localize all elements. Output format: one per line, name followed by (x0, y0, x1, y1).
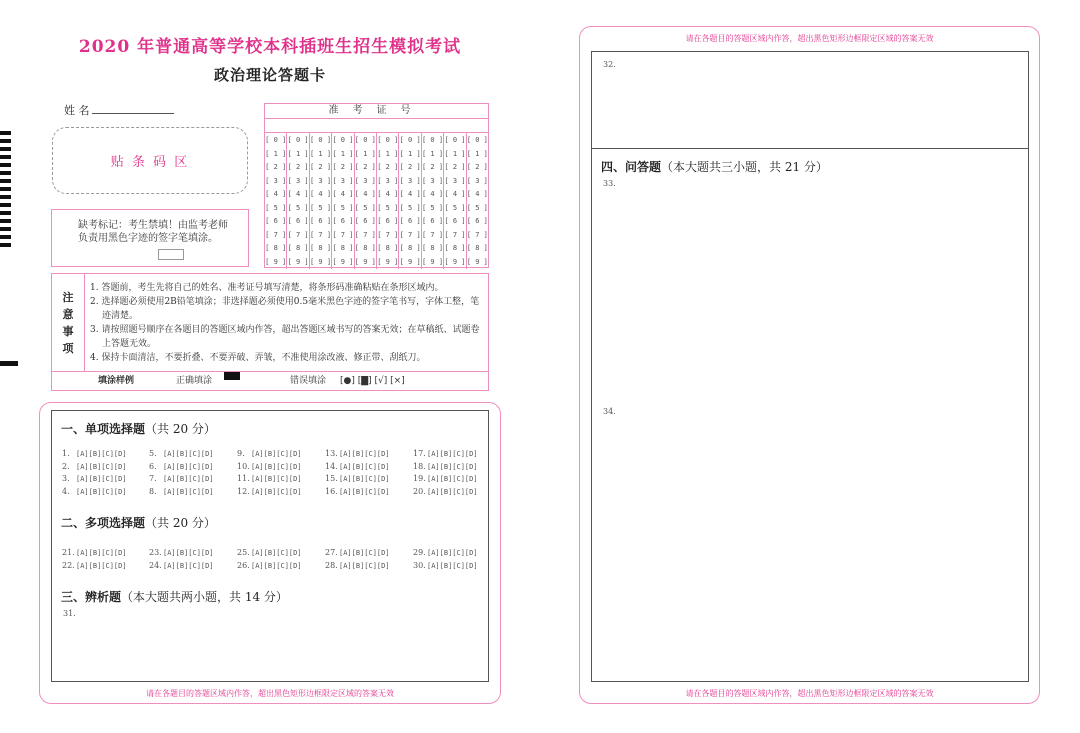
notice-side-char: 注 (62, 290, 74, 304)
exam-digit-bubble[interactable]: [ 6 ] (377, 217, 399, 225)
exam-digit-bubble[interactable]: [ 8 ] (309, 244, 332, 252)
choice-option-bubbles[interactable]: [A][B][C][D] (76, 462, 127, 471)
choice-option-bubbles[interactable]: [A][B][C][D] (427, 462, 478, 471)
exam-digit-bubble[interactable]: [ 8 ] (265, 244, 287, 252)
exam-number-column (310, 133, 332, 269)
exam-digit-bubble[interactable]: [ 8 ] (466, 244, 488, 252)
choice-question (325, 553, 390, 572)
exam-digit-bubble[interactable]: [ 4 ] (309, 190, 332, 198)
exam-digit-bubble[interactable]: [ 1 ] (377, 149, 399, 158)
choice-option-bubbles[interactable]: [A][B][C][D] (76, 475, 127, 483)
choice-option-bubbles[interactable]: [A][B][C][D] (339, 561, 390, 570)
exam-digit-bubble[interactable]: [ 7 ] (332, 230, 354, 239)
choice-question-number: 17. (413, 449, 426, 458)
exam-digit-bubble[interactable]: [ 4 ] (354, 190, 376, 198)
notice-side-char: 意 (62, 307, 74, 321)
barcode-label: 贴 条 码 区 (110, 155, 190, 170)
exam-digit-bubble[interactable]: [ 2 ] (377, 163, 399, 171)
choice-option-bubbles[interactable]: [A][B][C][D] (339, 549, 390, 557)
exam-digit-bubble[interactable]: [ 5 ] (377, 203, 399, 212)
choice-option-bubbles[interactable]: [A][B][C][D] (339, 462, 390, 471)
exam-digit-bubble[interactable]: [ 7 ] (377, 230, 399, 239)
choice-option-bubbles[interactable]: [A][B][C][D] (427, 450, 478, 458)
notice-item: 4. 保持卡面清洁，不要折叠、不要弄破、弄皱，不准使用涂改液、修正带、刮纸刀。 (90, 353, 426, 363)
absent-line-2: 负责用黑色字迹的签字笔填涂。 (78, 233, 218, 244)
exam-digit-bubble[interactable]: [ 6 ] (422, 217, 444, 225)
choice-question-number: 10. (237, 461, 250, 471)
exam-digit-bubble[interactable]: [ 9 ] (309, 257, 332, 266)
exam-digit-bubble[interactable]: [ 2 ] (444, 163, 466, 171)
choice-question-number: 26. (237, 560, 250, 570)
section4-points: （本大题共三小题，共 21 分） (661, 160, 828, 174)
exam-digit-bubble[interactable]: [ 4 ] (287, 190, 309, 198)
exam-digit-bubble[interactable]: [ 5 ] (309, 203, 332, 212)
choice-question (413, 479, 478, 498)
choice-question (149, 479, 214, 498)
choice-option-bubbles[interactable]: [A][B][C][D] (163, 549, 214, 557)
question-33-number: 33. (603, 179, 616, 188)
exam-digit-bubble[interactable]: [ 3 ] (332, 176, 354, 185)
exam-digit-bubble[interactable]: [ 6 ] (354, 217, 376, 225)
choice-question-number: 30. (413, 560, 426, 570)
exam-number-grid (264, 103, 489, 268)
section2-points: （共 20 分） (145, 516, 216, 530)
choice-option-bubbles[interactable]: [A][B][C][D] (76, 450, 127, 458)
exam-digit-bubble[interactable]: [ 8 ] (287, 244, 309, 252)
choice-option-bubbles[interactable]: [A][B][C][D] (251, 475, 302, 483)
choice-question-number: 1. (62, 449, 70, 458)
exam-number-column (265, 133, 287, 269)
exam-digit-bubble[interactable]: [ 0 ] (332, 136, 354, 144)
exam-title: 2020 年普通高等学校本科插班生招生模拟考试 (78, 37, 462, 57)
question-31-answer-area[interactable] (52, 621, 488, 681)
section2-title: 二、多项选择题 (61, 516, 146, 530)
exam-digit-bubble[interactable]: [ 6 ] (309, 217, 332, 225)
exam-digit-bubble[interactable]: [ 3 ] (265, 176, 287, 185)
choice-question-number: 22. (62, 560, 75, 570)
choice-option-bubbles[interactable]: [A][B][C][D] (76, 549, 127, 557)
exam-digit-bubble[interactable]: [ 8 ] (422, 244, 444, 252)
exam-digit-bubble[interactable]: [ 7 ] (309, 230, 332, 239)
exam-number-column (332, 133, 354, 269)
exam-digit-bubble[interactable]: [ 0 ] (422, 136, 444, 144)
wrong-label: 错误填涂 (290, 376, 327, 386)
exam-digit-bubble[interactable]: [ 9 ] (399, 257, 421, 266)
exam-digit-bubble[interactable]: [ 8 ] (377, 244, 399, 252)
exam-digit-bubble[interactable]: [ 3 ] (287, 176, 309, 185)
notice-item: 2. 选择题必须使用2B铅笔填涂；非选择题必须使用0.5毫米黑色字迹的签字笔书写，字体工整，笔迹清楚。 (90, 297, 480, 321)
exam-digit-bubble[interactable]: [ 7 ] (265, 230, 287, 239)
exam-digit-bubble[interactable]: [ 5 ] (332, 203, 354, 212)
exam-digit-bubble[interactable]: [ 7 ] (466, 230, 488, 239)
choice-question (237, 553, 302, 572)
exam-digit-bubble[interactable]: [ 0 ] (377, 136, 399, 144)
exam-number-column (287, 133, 309, 269)
choice-question-number: 7. (149, 474, 157, 483)
exam-digit-bubble[interactable]: [ 2 ] (265, 163, 287, 171)
choice-question-number: 2. (62, 461, 70, 471)
exam-number-write-row[interactable] (265, 119, 488, 133)
choice-question (149, 553, 214, 572)
choice-question-number: 14. (325, 461, 338, 471)
exam-digit-bubble[interactable]: [ 6 ] (265, 217, 287, 225)
sample-label: 填涂样例 (98, 376, 135, 386)
choice-option-bubbles[interactable]: [A][B][C][D] (76, 561, 127, 570)
choice-question-number: 23. (149, 548, 162, 557)
choice-option-bubbles[interactable]: [A][B][C][D] (76, 487, 127, 496)
exam-digit-bubble[interactable]: [ 5 ] (399, 203, 421, 212)
choice-option-bubbles[interactable]: [A][B][C][D] (251, 561, 302, 570)
exam-number-column (422, 133, 444, 269)
exam-digit-bubble[interactable]: [ 1 ] (444, 149, 466, 158)
exam-digit-bubble[interactable]: [ 9 ] (466, 257, 488, 266)
exam-digit-bubble[interactable]: [ 9 ] (332, 257, 354, 266)
exam-digit-bubble[interactable]: [ 6 ] (444, 217, 466, 225)
choice-question-number: 6. (149, 461, 157, 471)
choice-option-bubbles[interactable]: [A][B][C][D] (251, 462, 302, 471)
choice-option-bubbles[interactable]: [A][B][C][D] (163, 462, 214, 471)
exam-digit-bubble[interactable]: [ 8 ] (399, 244, 421, 252)
right-footer-note: 请在各题目的答题区域内作答，超出黑色矩形边框限定区域的答案无效 (685, 689, 934, 698)
exam-number-column (377, 133, 399, 269)
exam-digit-bubble[interactable]: [ 1 ] (399, 149, 421, 158)
section1-points: （共 20 分） (145, 422, 216, 436)
choice-option-bubbles[interactable]: [A][B][C][D] (339, 475, 390, 483)
fill-sample-row (52, 371, 488, 391)
section3-points: （本大题共两小题，共 14 分） (121, 590, 288, 604)
choice-option-bubbles[interactable]: [A][B][C][D] (339, 487, 390, 496)
exam-digit-bubble[interactable]: [ 7 ] (287, 230, 309, 239)
section4-heading (601, 158, 828, 175)
notice-side-char: 项 (62, 341, 74, 355)
exam-number-column (444, 133, 466, 269)
absent-mark-box (51, 209, 249, 267)
choice-question-number: 5. (149, 449, 157, 458)
exam-digit-bubble[interactable]: [ 9 ] (287, 257, 309, 266)
choice-option-bubbles[interactable]: [A][B][C][D] (163, 561, 214, 570)
choice-question-number: 16. (325, 486, 338, 496)
section3-heading (61, 588, 288, 605)
exam-digit-bubble[interactable]: [ 3 ] (422, 176, 444, 185)
exam-digit-bubble[interactable]: [ 1 ] (466, 149, 488, 158)
choice-option-bubbles[interactable]: [A][B][C][D] (427, 475, 478, 483)
exam-digit-bubble[interactable]: [ 7 ] (354, 230, 376, 239)
exam-digit-bubble[interactable]: [ 7 ] (444, 230, 466, 239)
choice-question-number: 13. (325, 449, 338, 458)
exam-digit-bubble[interactable]: [ 4 ] (422, 190, 444, 198)
exam-digit-bubble[interactable]: [ 6 ] (287, 217, 309, 225)
choice-option-bubbles[interactable]: [A][B][C][D] (427, 561, 478, 570)
choice-question-number: 8. (149, 486, 157, 496)
question-33-answer-area[interactable] (592, 192, 1028, 402)
exam-digit-bubble[interactable]: [ 5 ] (466, 203, 488, 212)
choice-question-number: 15. (325, 474, 338, 483)
exam-digit-bubble[interactable]: [ 8 ] (332, 244, 354, 252)
exam-digit-bubble[interactable]: [ 4 ] (332, 190, 354, 198)
wrong-fill-samples: [●] [▇] [√] [×] (340, 376, 405, 386)
exam-digit-bubble[interactable]: [ 6 ] (399, 217, 421, 225)
absent-line-1: 缺考标记：考生禁填！由监考老师 (78, 220, 228, 231)
notice-side-label (52, 274, 85, 371)
exam-digit-bubble[interactable]: [ 1 ] (354, 149, 376, 158)
choice-question-number: 18. (413, 461, 426, 471)
choice-question-number: 28. (325, 560, 338, 570)
exam-number-label: 准考证号 (265, 104, 488, 119)
choice-question (413, 553, 478, 572)
exam-number-column (399, 133, 421, 269)
exam-digit-bubble[interactable]: [ 3 ] (444, 176, 466, 185)
exam-digit-bubble[interactable]: [ 5 ] (444, 203, 466, 212)
choice-question-number: 12. (237, 486, 250, 496)
notice-box (51, 273, 489, 391)
exam-digit-bubble[interactable]: [ 0 ] (265, 136, 287, 144)
exam-digit-bubble[interactable]: [ 5 ] (354, 203, 376, 212)
exam-digit-bubble[interactable]: [ 9 ] (444, 257, 466, 266)
exam-digit-bubble[interactable]: [ 2 ] (309, 163, 332, 171)
exam-digit-bubble[interactable]: [ 2 ] (399, 163, 421, 171)
exam-digit-bubble[interactable]: [ 0 ] (466, 136, 488, 144)
exam-digit-bubble[interactable]: [ 4 ] (265, 190, 287, 198)
correct-label: 正确填涂 (176, 376, 213, 386)
left-answer-frame (51, 410, 489, 682)
choice-option-bubbles[interactable]: [A][B][C][D] (427, 487, 478, 496)
exam-digit-bubble[interactable]: [ 0 ] (309, 136, 332, 144)
choice-question (62, 479, 127, 498)
exam-digit-bubble[interactable]: [ 4 ] (466, 190, 488, 198)
exam-digit-bubble[interactable]: [ 7 ] (422, 230, 444, 239)
exam-digit-bubble[interactable]: [ 5 ] (287, 203, 309, 212)
choice-option-bubbles[interactable]: [A][B][C][D] (251, 549, 302, 557)
choice-question-number: 20. (413, 486, 426, 496)
choice-question (62, 553, 127, 572)
choice-option-bubbles[interactable]: [A][B][C][D] (251, 450, 302, 458)
question-32-answer-area[interactable] (592, 72, 1028, 148)
exam-digit-bubble[interactable]: [ 0 ] (399, 136, 421, 144)
exam-digit-bubble[interactable]: [ 2 ] (332, 163, 354, 171)
exam-digit-bubble[interactable]: [ 1 ] (265, 149, 287, 158)
exam-number-column (467, 133, 488, 269)
exam-digit-bubble[interactable]: [ 5 ] (265, 203, 287, 212)
exam-digit-bubble[interactable]: [ 2 ] (287, 163, 309, 171)
exam-digit-bubble[interactable]: [ 0 ] (444, 136, 466, 144)
choice-question-number: 4. (62, 486, 70, 496)
exam-digit-bubble[interactable]: [ 4 ] (377, 190, 399, 198)
card-subtitle: 政治理论答题卡 (213, 66, 326, 84)
choice-option-bubbles[interactable]: [A][B][C][D] (427, 549, 478, 557)
question-34-number: 34. (603, 407, 616, 416)
exam-number-column (355, 133, 377, 269)
exam-digit-bubble[interactable]: [ 6 ] (332, 217, 354, 225)
choice-question (325, 479, 390, 498)
right-header-note: 请在各题目的答题区域内作答，超出黑色矩形边框限定区域的答案无效 (685, 34, 934, 43)
exam-digit-bubble[interactable]: [ 1 ] (332, 149, 354, 158)
left-footer-note: 请在各题目的答题区域内作答，超出黑色矩形边框限定区域的答案无效 (146, 689, 394, 698)
exam-digit-bubble[interactable]: [ 3 ] (309, 176, 332, 185)
exam-digit-bubble[interactable]: [ 1 ] (287, 149, 309, 158)
question-32-number: 32. (603, 60, 616, 69)
section1-title: 一、单项选择题 (61, 422, 146, 436)
exam-digit-bubble[interactable]: [ 5 ] (422, 203, 444, 212)
notice-side-char: 事 (62, 324, 74, 338)
choice-question-number: 11. (237, 474, 250, 483)
choice-question (237, 479, 302, 498)
exam-digit-bubble[interactable]: [ 9 ] (377, 257, 399, 266)
exam-digit-bubble[interactable]: [ 9 ] (265, 257, 287, 266)
exam-digit-bubble[interactable]: [ 3 ] (399, 176, 421, 185)
exam-digit-bubble[interactable]: [ 8 ] (354, 244, 376, 252)
exam-digit-bubble[interactable]: [ 3 ] (354, 176, 376, 185)
exam-digit-bubble[interactable]: [ 9 ] (422, 257, 444, 266)
name-label: 姓 名 (64, 104, 90, 117)
choice-question-number: 29. (413, 548, 426, 557)
choice-question-number: 24. (149, 560, 162, 570)
name-field-line[interactable] (92, 113, 174, 114)
exam-digit-bubble[interactable]: [ 0 ] (354, 136, 376, 144)
exam-digit-bubble[interactable]: [ 7 ] (399, 230, 421, 239)
exam-digit-bubble[interactable]: [ 8 ] (444, 244, 466, 252)
exam-digit-bubble[interactable]: [ 6 ] (466, 217, 488, 225)
choice-question-number: 21. (62, 548, 75, 557)
exam-number-columns (265, 133, 488, 269)
choice-question-number: 3. (62, 474, 70, 483)
choice-question-number: 19. (413, 474, 426, 483)
absent-checkbox[interactable] (158, 249, 184, 260)
exam-digit-bubble[interactable]: [ 1 ] (309, 149, 332, 158)
choice-question-number: 27. (325, 548, 338, 557)
question-34-answer-area[interactable] (592, 420, 1028, 680)
section4-title: 四、问答题 (601, 160, 662, 174)
correct-fill-sample (224, 372, 240, 380)
exam-digit-bubble[interactable]: [ 0 ] (287, 136, 309, 144)
barcode-area (52, 127, 248, 194)
choice-option-bubbles[interactable]: [A][B][C][D] (163, 487, 214, 496)
exam-digit-bubble[interactable]: [ 2 ] (422, 163, 444, 171)
choice-option-bubbles[interactable]: [A][B][C][D] (163, 475, 214, 483)
exam-digit-bubble[interactable]: [ 2 ] (466, 163, 488, 171)
exam-digit-bubble[interactable]: [ 4 ] (444, 190, 466, 198)
question-31-number: 31. (63, 609, 76, 618)
exam-digit-bubble[interactable]: [ 3 ] (377, 176, 399, 185)
choice-option-bubbles[interactable]: [A][B][C][D] (251, 487, 302, 496)
section2-heading (61, 514, 216, 531)
exam-digit-bubble[interactable]: [ 1 ] (422, 149, 444, 158)
section3-title: 三、辨析题 (61, 590, 122, 604)
choice-question-number: 25. (237, 548, 250, 557)
section-divider (592, 148, 1028, 149)
right-answer-frame (591, 51, 1029, 682)
choice-option-bubbles[interactable]: [A][B][C][D] (339, 450, 390, 458)
exam-digit-bubble[interactable]: [ 9 ] (354, 257, 376, 266)
exam-digit-bubble[interactable]: [ 4 ] (399, 190, 421, 198)
notice-items (90, 281, 482, 365)
notice-item: 3. 请按照题号顺序在各题目的答题区域内作答，超出答题区域书写的答案无效；在草稿纸、试题卷上答题无效。 (90, 325, 480, 349)
exam-digit-bubble[interactable]: [ 3 ] (466, 176, 488, 185)
choice-question-number: 9. (237, 449, 245, 458)
choice-option-bubbles[interactable]: [A][B][C][D] (163, 450, 214, 458)
section1-heading (61, 420, 216, 437)
notice-item: 1. 答题前，考生先将自己的姓名、准考证号填写清楚，将条形码准确粘贴在条形区域内。 (90, 283, 444, 293)
exam-digit-bubble[interactable]: [ 2 ] (354, 163, 376, 171)
